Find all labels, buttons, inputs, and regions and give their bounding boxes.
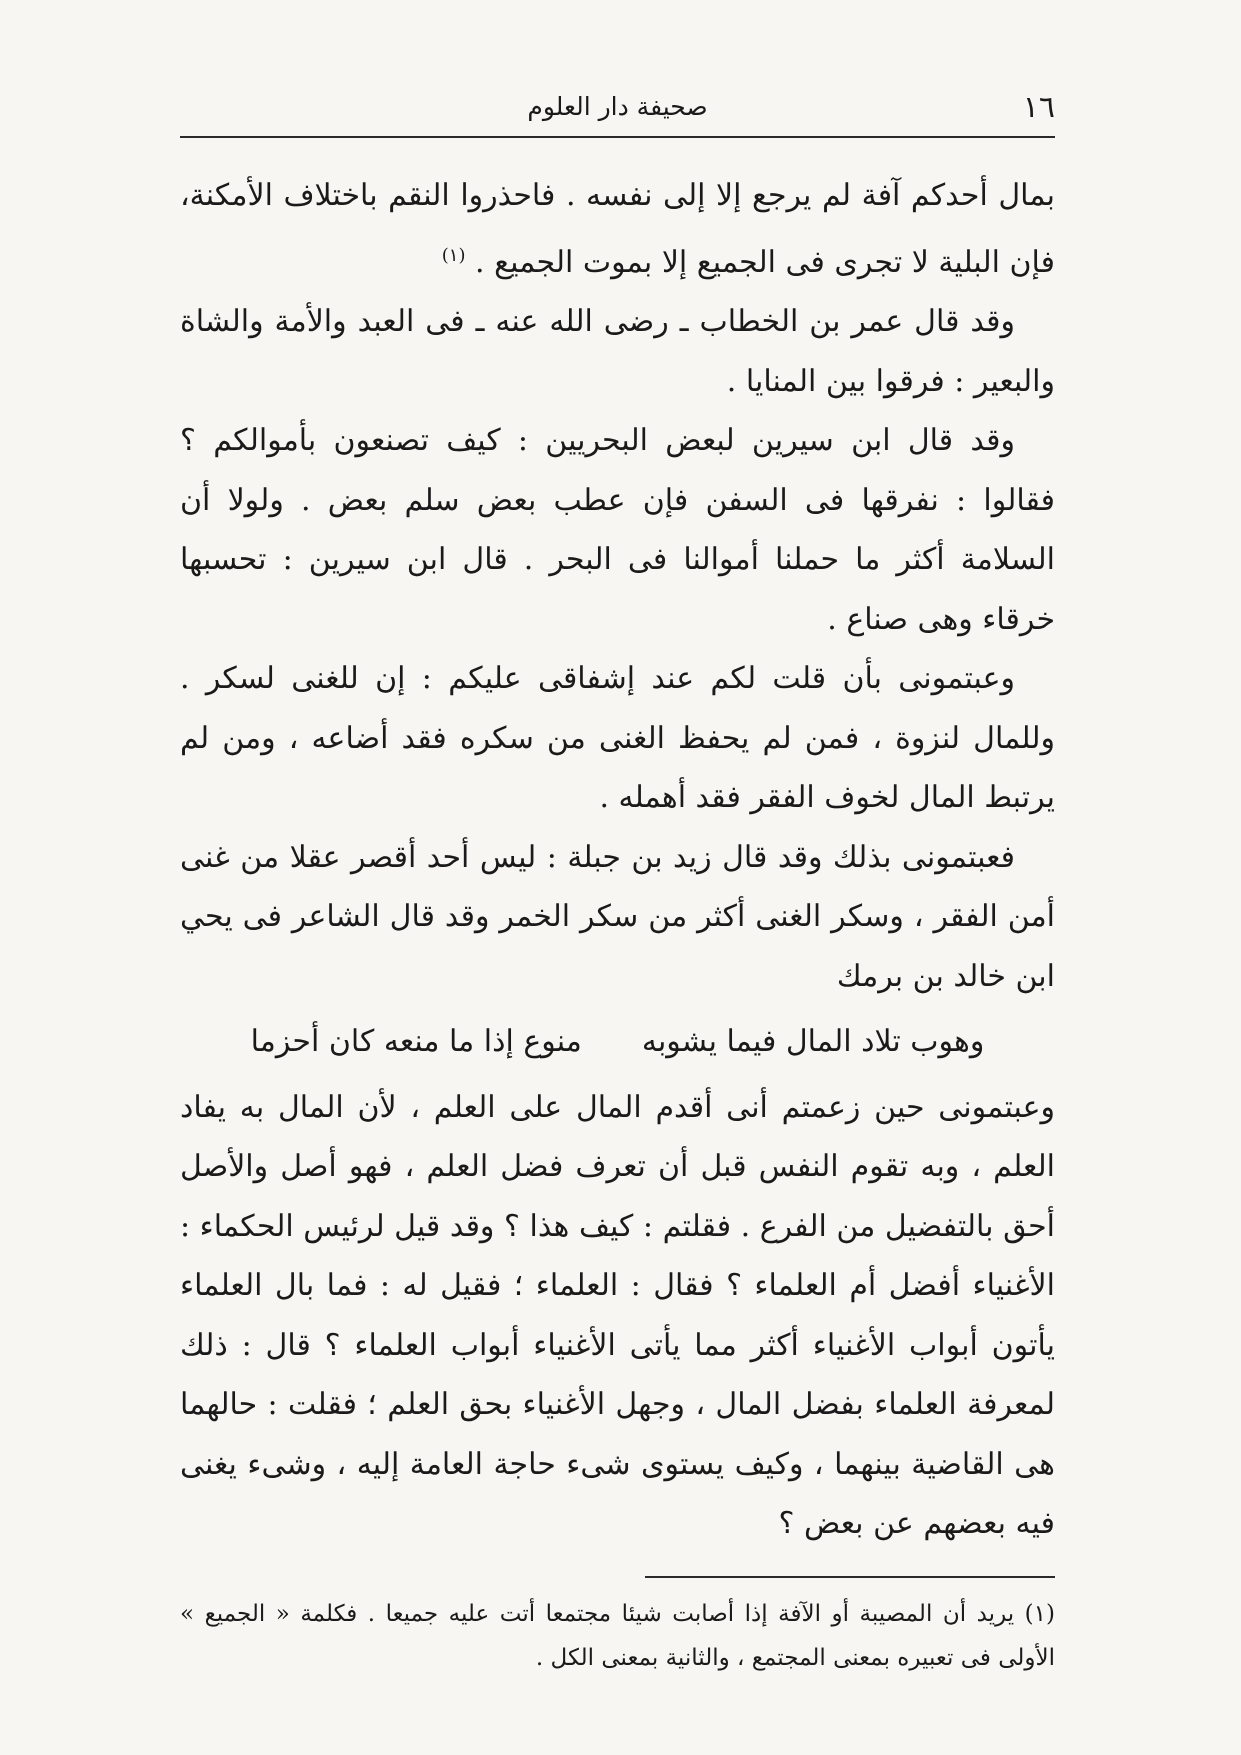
paragraph-2: وقد قال عمر بن الخطاب ـ رضى الله عنه ـ فى العبد والأمة والشاة والبعير : فرقوا بين المنايا . xyxy=(180,304,1055,399)
poem-verse xyxy=(180,1012,1055,1072)
paragraph-4: وعبتمونى بأن قلت لكم عند إشفاقى عليكم : إن للغنى لسكر . وللمال لنزوة ، فمن لم يحفظ الغنى من سكره فقد أضاعه ، ومن لم يرتبط المال لخوف الفقر فقد أهمله . xyxy=(180,661,1055,815)
paragraph-3: وقد قال ابن سيرين لبعض البحريين : كيف تصنعون بأموالكم ؟ فقالوا : نفرقها فى السفن فإن عطب بعض سلم بعض . ولولا أن السلامة أكثر ما حملنا أموالنا فى البحر . قال ابن سيرين : تحسبها خرقاء وهى صناع . xyxy=(180,423,1055,637)
book-page xyxy=(180,80,1055,1680)
footnote-marker: (١) xyxy=(441,244,466,266)
page-header xyxy=(180,80,1055,138)
page-number: ١٦ xyxy=(1022,90,1055,125)
running-title: صحيفة دار العلوم xyxy=(527,92,708,121)
footnote-separator xyxy=(645,1576,1055,1578)
verse-hemistich-2: منوع إذا ما منعه كان أحزما xyxy=(250,1024,582,1059)
footnote xyxy=(180,1592,1055,1680)
paragraph-5: فعبتمونى بذلك وقد قال زيد بن جبلة : ليس أحد أقصر عقلا من غنى أمن الفقر ، وسكر الغنى أكثر من سكر الخمر وقد قال الشاعر فى يحي ابن خالد بن برمك xyxy=(180,839,1055,994)
body-text xyxy=(180,166,1055,1554)
footnote-text: يريد أن المصيبة أو الآفة إذا أصابت شيئا مجتمعا أتت عليه جميعا . فكلمة « الجميع » الأولى فى تعبيره بمعنى المجتمع ، والثانية بمعنى الكل . xyxy=(180,1600,1055,1671)
verse-hemistich-1: وهوب تلاد المال فيما يشوبه xyxy=(641,1024,985,1059)
paragraph-6: وعبتمونى حين زعمتم أنى أقدم المال على العلم ، لأن المال به يفاد العلم ، وبه تقوم النفس قبل أن تعرف فضل العلم ، فهو أصل والأصل أحق بالتفضيل من الفرع . فقلتم : كيف هذا ؟ وقد قيل لرئيس الحكماء : الأغنياء أفضل أم العلماء ؟ فقال : العلماء ؛ فقيل له : فما بال العلماء يأتون أبواب الأغنياء أكثر مما يأتى الأغنياء أبواب العلماء ؟ قال : ذلك لمعرفة العلماء بفضل المال ، وجهل الأغنياء بحق العلم ؛ فقلت : حالهما هى القاضية بينهما ، وكيف يستوى شىء حاجة العامة إليه ، وشىء يغنى فيه بعضهم عن بعض ؟ xyxy=(180,1089,1055,1541)
footnote-label: (١) xyxy=(1024,1600,1055,1627)
paragraph-1: بمال أحدكم آفة لم يرجع إلا إلى نفسه . فاحذروا النقم باختلاف الأمكنة، فإن البلية لا تجرى فى الجميع إلا بموت الجميع . $^{(١)}$ xyxy=(180,178,1055,280)
